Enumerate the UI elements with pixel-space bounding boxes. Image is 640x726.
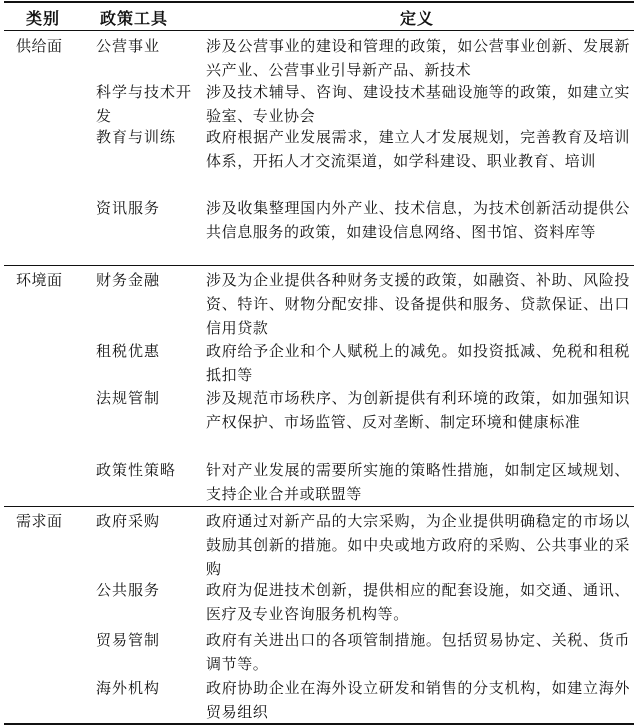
policy-tool: 资讯服务: [96, 199, 161, 217]
policy-tool: 海外机构: [96, 679, 161, 697]
policy-tool: 政府采购: [96, 512, 161, 530]
group-divider-rule: [4, 506, 634, 507]
policy-definition: 政府根据产业发展需求，建立人才发展规划，完善教育及培训体系，开拓人才交流渠道，如学科建设、职业教育、培训: [206, 128, 630, 170]
policy-tool: 教育与训练: [96, 128, 177, 146]
category-label: 需求面: [16, 512, 63, 530]
policy-tool: 租税优惠: [96, 342, 161, 360]
policy-definition: 涉及公营事业的建设和管理的政策，如公营事业创新、发展新兴产业、公营事业引导新产品、新技术: [206, 37, 630, 79]
table-top-rule: [4, 1, 634, 3]
header-bottom-rule: [4, 30, 634, 31]
policy-tool: 公营事业: [96, 37, 161, 55]
policy-definition: 政府有关进出口的各项管制措施。包括贸易协定、关税、货币调节等。: [206, 631, 630, 673]
policy-tool: 科学与技术开发: [96, 83, 193, 125]
policy-tool: 政策性策略: [96, 461, 177, 479]
category-label: 供给面: [16, 37, 63, 55]
policy-tool: 公共服务: [96, 581, 161, 599]
policy-definition: 涉及规范市场秩序、为创新提供有利环境的政策，如加强知识产权保护、市场监管、反对垄断、制定环境和健康标准: [206, 389, 630, 431]
policy-tool: 法规管制: [96, 389, 161, 407]
group-divider-rule: [4, 265, 634, 266]
policy-definition: 政府给予企业和个人赋税上的减免。如投资抵减、免税和租税抵扣等: [206, 342, 630, 384]
policy-tool: 财务金融: [96, 271, 161, 289]
policy-definition: 涉及收集整理国内外产业、技术信息，为技术创新活动提供公共信息服务的政策，如建设信息网络、图书馆、资料库等: [206, 199, 630, 241]
header-tool: 政策工具: [100, 9, 169, 28]
policy-definition: 针对产业发展的需要所实施的策略性措施，如制定区域规划、支持企业合并或联盟等: [206, 461, 630, 503]
header-category: 类别: [26, 9, 61, 28]
policy-definition: 涉及为企业提供各种财务支援的政策，如融资、补助、风险投资、特许、财物分配安排、设备提供和服务、贷款保证、出口信用贷款: [206, 271, 630, 337]
policy-definition: 政府为促进技术创新，提供相应的配套设施，如交通、通讯、医疗及专业咨询服务机构等。: [206, 581, 630, 623]
policy-definition: 涉及技术辅导、咨询、建设技术基础设施等的政策，如建立实验室、专业协会: [206, 83, 630, 125]
policy-tool: 贸易管制: [96, 631, 161, 649]
policy-definition: 政府协助企业在海外设立研发和销售的分支机构，如建立海外贸易组织: [206, 679, 630, 721]
policy-definition: 政府通过对新产品的大宗采购，为企业提供明确稳定的市场以鼓励其创新的措施。如中央或地方政府的采购、公共事业的采购: [206, 512, 630, 578]
category-label: 环境面: [16, 271, 63, 289]
header-definition: 定义: [400, 9, 435, 28]
